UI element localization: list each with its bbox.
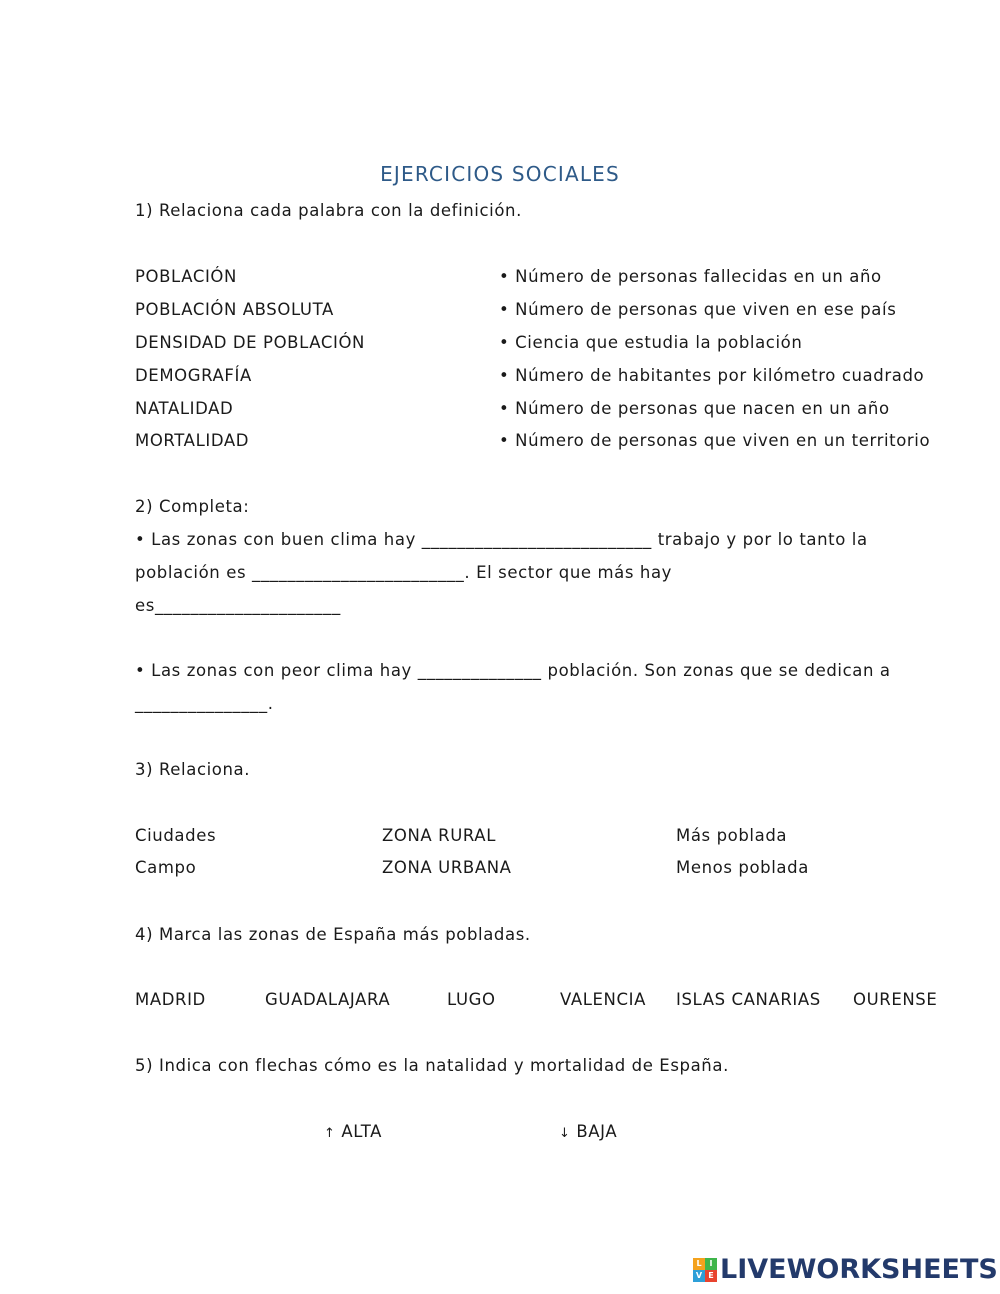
term-item[interactable]: MORTALIDAD (135, 431, 250, 450)
match-item[interactable]: ZONA URBANA (382, 858, 512, 877)
arrow-up-option[interactable] (324, 1122, 382, 1144)
definition-item[interactable]: • Número de habitantes por kilómetro cuadrado (499, 366, 925, 385)
exercise-3-heading: 3) Relaciona. (135, 760, 251, 779)
place-option[interactable]: MADRID (135, 990, 206, 1009)
definition-item[interactable]: • Número de personas que viven en un territorio (499, 431, 931, 450)
exercise-5-heading: 5) Indica con flechas cómo es la natalidad y mortalidad de España. (135, 1056, 729, 1075)
definition-item[interactable]: • Ciencia que estudia la población (499, 333, 803, 352)
place-option[interactable]: ISLAS CANARIAS (676, 990, 821, 1009)
exercise-1-heading: 1) Relaciona cada palabra con la definición. (135, 201, 522, 220)
place-option[interactable]: GUADALAJARA (265, 990, 391, 1009)
match-item[interactable]: Campo (135, 858, 197, 877)
fill-blank-line[interactable]: • Las zonas con buen clima hay __________________________ trabajo y por lo tanto la (135, 530, 868, 549)
term-item[interactable]: POBLACIÓN ABSOLUTA (135, 300, 334, 319)
match-item[interactable]: ZONA RURAL (382, 826, 496, 845)
place-option[interactable]: OURENSE (853, 990, 938, 1009)
arrow-up-icon: ↑ (324, 1126, 336, 1141)
arrow-down-label: BAJA (576, 1122, 618, 1141)
liveworksheets-logo (693, 1253, 998, 1287)
page-title: EJERCICIOS SOCIALES (380, 162, 620, 186)
fill-blank-line[interactable]: • Las zonas con peor clima hay ______________ población. Son zonas que se dedican a (135, 661, 891, 680)
logo-tile: V (693, 1270, 705, 1282)
term-item[interactable]: NATALIDAD (135, 399, 234, 418)
place-option[interactable]: VALENCIA (560, 990, 646, 1009)
term-item[interactable]: POBLACIÓN (135, 267, 237, 286)
place-option[interactable]: LUGO (447, 990, 496, 1009)
definition-item[interactable]: • Número de personas que viven en ese país (499, 300, 897, 319)
liveworksheets-icon (693, 1258, 717, 1282)
match-item[interactable]: Menos poblada (676, 858, 809, 877)
match-item[interactable]: Más poblada (676, 826, 788, 845)
fill-blank-line[interactable]: población es ________________________. El sector que más hay (135, 563, 673, 582)
arrow-up-label: ALTA (341, 1122, 383, 1141)
logo-tile: L (693, 1258, 705, 1270)
fill-blank-line[interactable]: _______________. (135, 694, 274, 713)
term-item[interactable]: DENSIDAD DE POBLACIÓN (135, 333, 365, 352)
exercise-4-heading: 4) Marca las zonas de España más pobladas. (135, 925, 531, 944)
definition-item[interactable]: • Número de personas que nacen en un año (499, 399, 890, 418)
fill-blank-line[interactable]: es_____________________ (135, 596, 341, 615)
definition-item[interactable]: • Número de personas fallecidas en un año (499, 267, 882, 286)
arrow-down-option[interactable] (559, 1122, 617, 1144)
exercise-2-heading: 2) Completa: (135, 497, 250, 516)
logo-tile: E (705, 1270, 717, 1282)
arrow-down-icon: ↓ (559, 1126, 571, 1141)
match-item[interactable]: Ciudades (135, 826, 217, 845)
brand-wordmark: LIVEWORKSHEETS (720, 1254, 998, 1285)
term-item[interactable]: DEMOGRAFÍA (135, 366, 252, 385)
logo-tile: I (705, 1258, 717, 1270)
